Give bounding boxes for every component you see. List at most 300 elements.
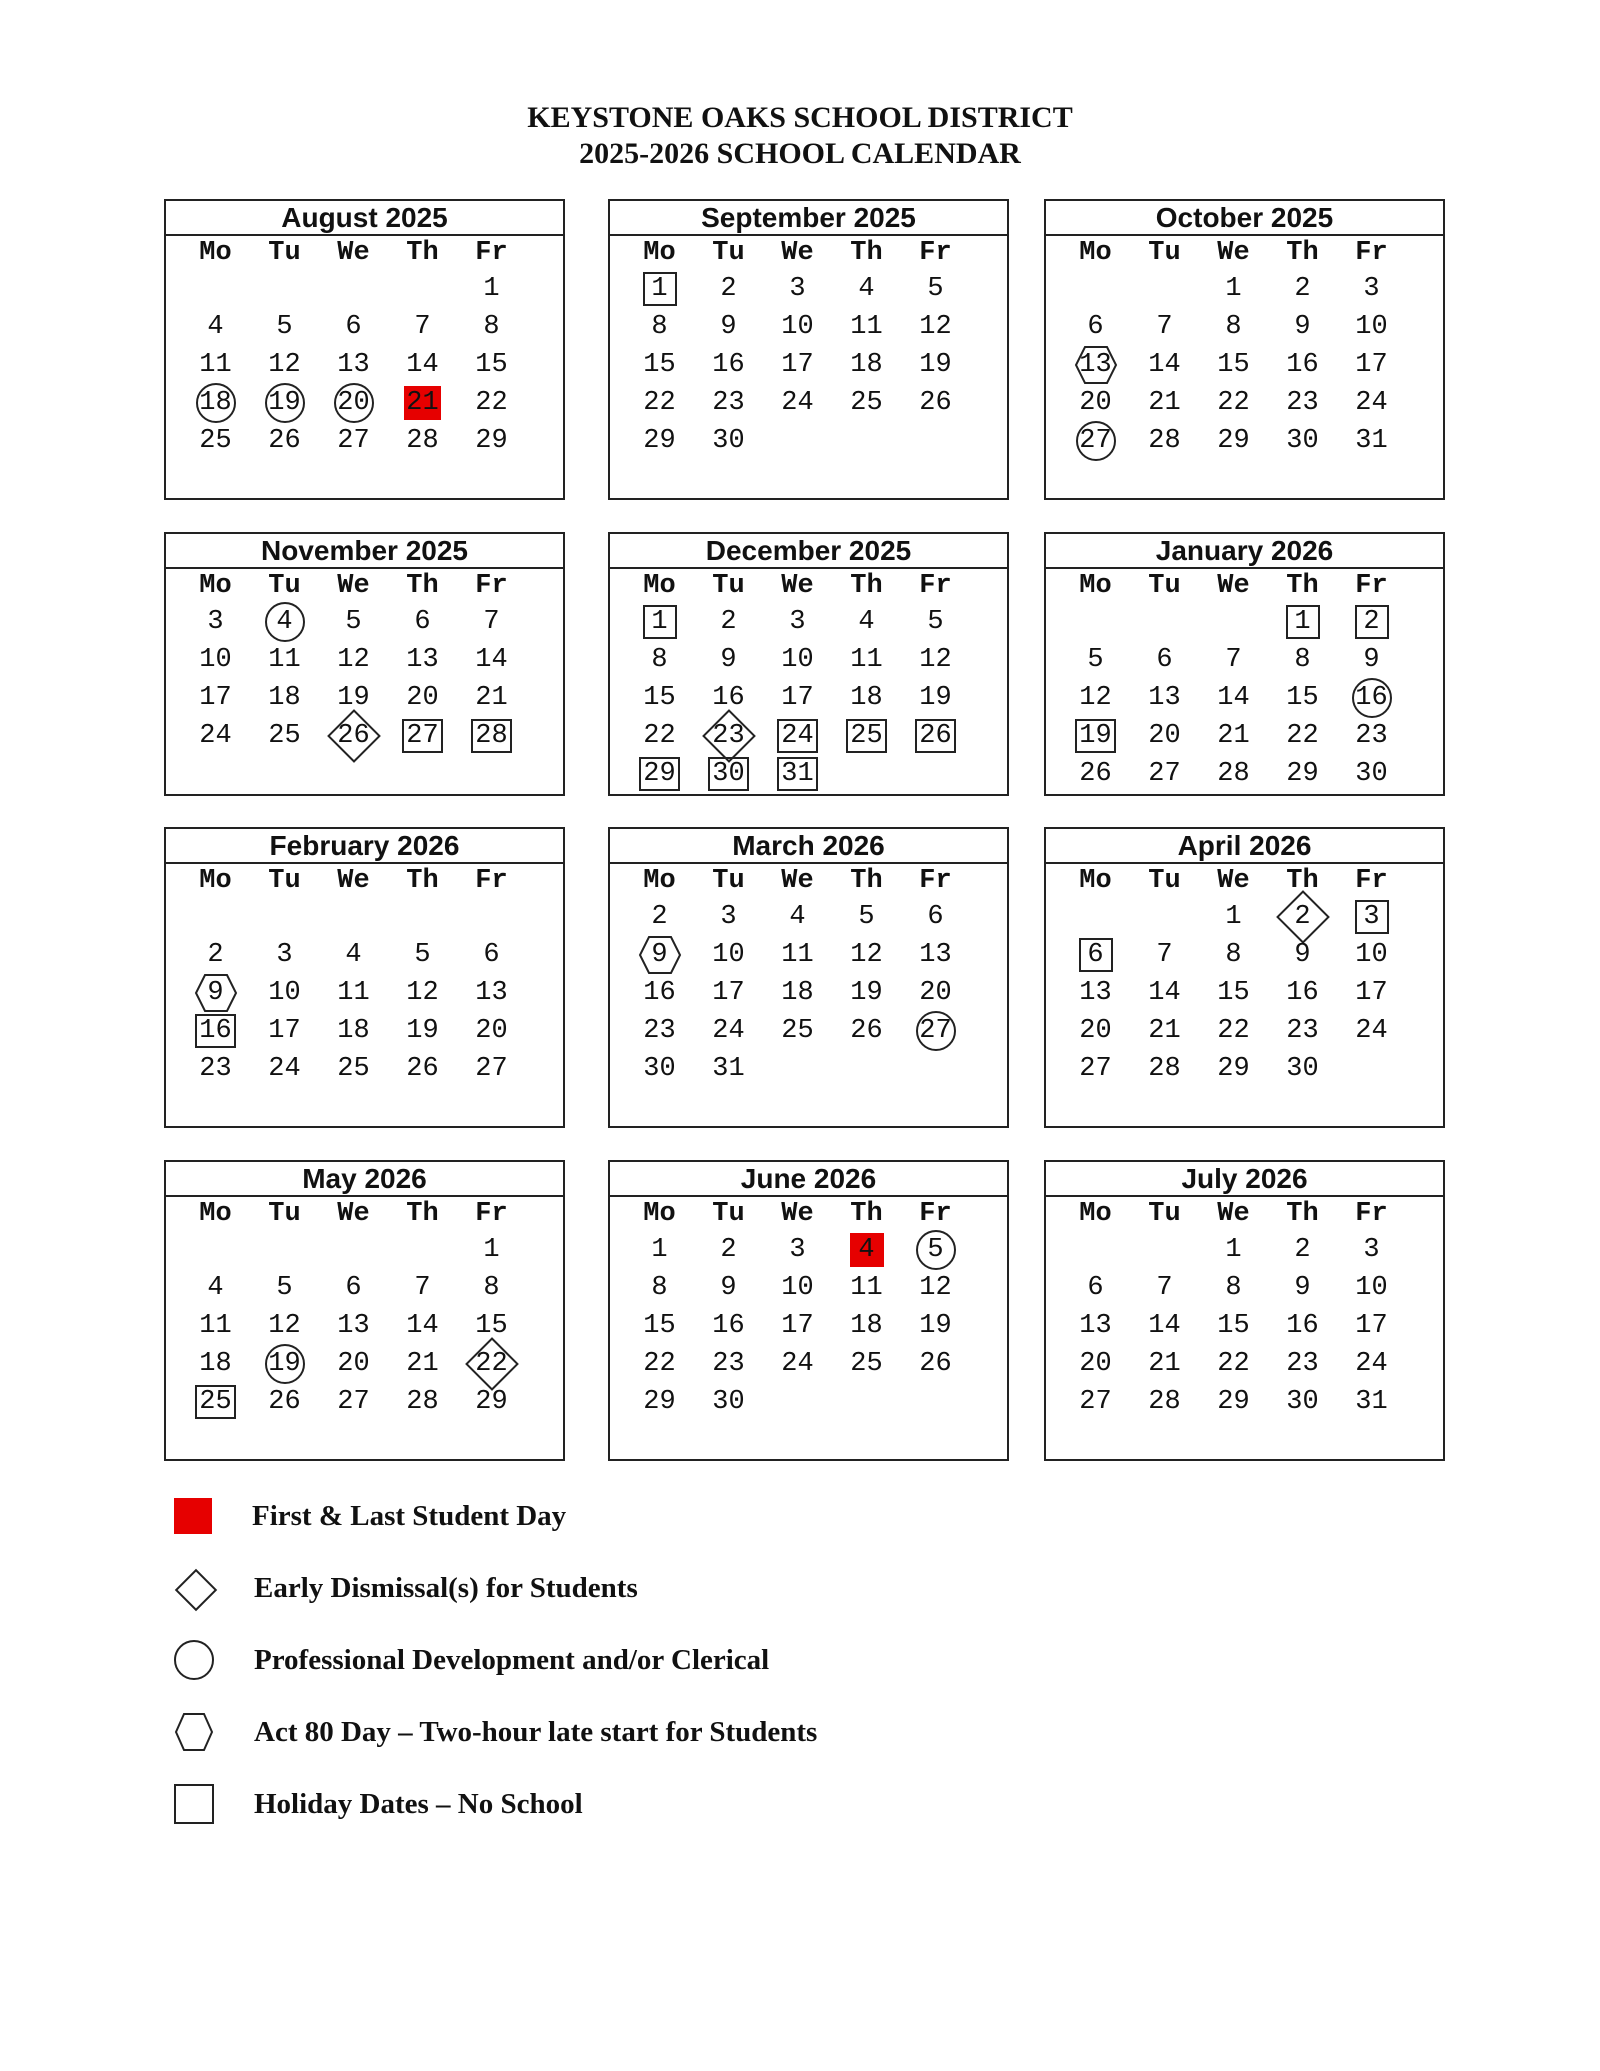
day-cell xyxy=(457,422,526,460)
day-number xyxy=(712,272,746,306)
day-act80 xyxy=(1074,345,1118,385)
weekday-header xyxy=(166,569,563,603)
day-label: 6 xyxy=(1156,645,1173,675)
month-title: June 2026 xyxy=(610,1162,1007,1197)
day-cell xyxy=(388,1345,457,1383)
day-number xyxy=(641,1309,677,1343)
day-label: 24 xyxy=(781,1349,814,1379)
day-cell xyxy=(250,422,319,460)
week-row xyxy=(166,1269,563,1307)
day-pd xyxy=(196,383,236,423)
day-number xyxy=(1353,386,1389,420)
day-cell xyxy=(1130,898,1199,936)
day-cell xyxy=(625,717,694,755)
week-row xyxy=(610,717,1007,755)
day-label: 12 xyxy=(1079,683,1112,713)
day-cell xyxy=(694,1383,763,1421)
day-cell xyxy=(250,1269,319,1307)
day-cell xyxy=(832,346,901,384)
day-number xyxy=(1146,1347,1182,1381)
day-cell xyxy=(181,898,250,936)
day-cell xyxy=(1337,641,1406,679)
day-label: 11 xyxy=(268,645,301,675)
week-row xyxy=(610,422,1007,460)
day-number xyxy=(335,1052,371,1086)
day-number xyxy=(337,938,371,972)
day-cell xyxy=(319,1345,388,1383)
day-cell xyxy=(181,641,250,679)
day-label: 24 xyxy=(268,1054,301,1084)
day-label: 11 xyxy=(850,1273,883,1303)
day-cell xyxy=(832,1050,901,1088)
day-number xyxy=(1077,1014,1113,1048)
day-cell xyxy=(1337,717,1406,755)
day-cell xyxy=(1061,1345,1130,1383)
day-cell xyxy=(1130,1383,1199,1421)
day-cell xyxy=(250,603,319,641)
day-label: 20 xyxy=(919,978,952,1008)
day-cell xyxy=(1061,1231,1130,1269)
day-number xyxy=(1284,1347,1320,1381)
day-label: 5 xyxy=(276,312,293,342)
weekday-label: Tu xyxy=(1148,238,1181,268)
week-row xyxy=(166,1050,563,1088)
weekday-label: Tu xyxy=(1148,571,1181,601)
day-cell xyxy=(1130,936,1199,974)
day-cell xyxy=(1268,1231,1337,1269)
day-number xyxy=(473,1052,509,1086)
day-number xyxy=(197,681,233,715)
day-number xyxy=(404,1014,440,1048)
weekday-label: We xyxy=(337,571,370,601)
day-number xyxy=(850,900,884,934)
day-cell xyxy=(832,270,901,308)
day-cell xyxy=(694,270,763,308)
day-cell xyxy=(763,679,832,717)
day-label: 17 xyxy=(781,350,814,380)
day-cell xyxy=(1130,1231,1199,1269)
day-number xyxy=(1146,719,1182,753)
day-label: 21 xyxy=(406,1349,439,1379)
day-label: 2 xyxy=(1294,902,1311,932)
weekday-label: Fr xyxy=(1355,1199,1388,1229)
day-number xyxy=(848,1271,884,1305)
day-number xyxy=(643,643,677,677)
day-number xyxy=(404,1347,440,1381)
day-cell xyxy=(832,422,901,460)
day-cell xyxy=(763,898,832,936)
day-number xyxy=(1146,1309,1182,1343)
day-number xyxy=(779,1309,815,1343)
day-number xyxy=(475,605,509,639)
day-number xyxy=(266,643,302,677)
day-label: 31 xyxy=(1355,1387,1388,1417)
day-cell xyxy=(694,1269,763,1307)
day-label: 16 xyxy=(1286,350,1319,380)
day-cell xyxy=(901,1012,970,1050)
day-label: 2 xyxy=(651,902,668,932)
day-label: 9 xyxy=(1363,645,1380,675)
day-label: 18 xyxy=(268,683,301,713)
day-cell xyxy=(694,898,763,936)
week-row xyxy=(610,755,1007,793)
day-cell xyxy=(388,679,457,717)
day-label: 19 xyxy=(919,350,952,380)
day-number xyxy=(710,1052,746,1086)
day-cell xyxy=(1061,270,1130,308)
day-cell xyxy=(457,1383,526,1421)
day-number xyxy=(1146,424,1182,458)
day-number xyxy=(1079,310,1113,344)
weekday-label: Th xyxy=(1286,571,1319,601)
day-holiday xyxy=(471,719,511,753)
day-label: 27 xyxy=(337,426,370,456)
day-label: 24 xyxy=(199,721,232,751)
week-row xyxy=(610,603,1007,641)
day-number xyxy=(1217,1271,1251,1305)
day-cell xyxy=(319,422,388,460)
week-row xyxy=(610,1307,1007,1345)
day-pd xyxy=(265,1344,305,1384)
day-cell xyxy=(625,384,694,422)
month-title: August 2025 xyxy=(166,201,563,236)
day-cell xyxy=(694,384,763,422)
day-label: 10 xyxy=(1355,1273,1388,1303)
day-label: 26 xyxy=(919,1349,952,1379)
day-number xyxy=(197,1347,233,1381)
month-title: March 2026 xyxy=(610,829,1007,864)
week-row xyxy=(1046,717,1443,755)
weekday-label: Mo xyxy=(199,1199,232,1229)
day-cell xyxy=(1061,641,1130,679)
day-cell xyxy=(1199,679,1268,717)
day-label: 22 xyxy=(643,1349,676,1379)
day-cell xyxy=(832,384,901,422)
day-number xyxy=(1077,1309,1113,1343)
weekday-label: Th xyxy=(406,238,439,268)
day-label: 22 xyxy=(1217,388,1250,418)
day-label: 18 xyxy=(199,1349,232,1379)
circle-icon xyxy=(174,1640,214,1680)
day-cell xyxy=(901,1050,970,1088)
day-cell xyxy=(694,308,763,346)
day-cell xyxy=(319,270,388,308)
day-number xyxy=(1284,1385,1320,1419)
day-number xyxy=(1217,272,1251,306)
day-label: 13 xyxy=(1079,978,1112,1008)
day-number xyxy=(404,976,440,1010)
day-label: 16 xyxy=(1355,683,1388,713)
day-number xyxy=(781,900,815,934)
day-label: 11 xyxy=(199,350,232,380)
day-label: 23 xyxy=(712,388,745,418)
day-number xyxy=(197,424,233,458)
day-number xyxy=(1146,681,1182,715)
day-cell xyxy=(250,641,319,679)
day-cell xyxy=(901,717,970,755)
day-holiday xyxy=(639,757,679,791)
day-label: 14 xyxy=(1217,683,1250,713)
day-cell xyxy=(1061,1307,1130,1345)
week-row xyxy=(166,898,563,936)
day-holiday xyxy=(915,719,955,753)
day-cell xyxy=(763,1050,832,1088)
day-cell xyxy=(901,308,970,346)
week-row xyxy=(610,1269,1007,1307)
day-cell xyxy=(1199,603,1268,641)
month-title: February 2026 xyxy=(166,829,563,864)
day-number xyxy=(1353,719,1389,753)
day-cell xyxy=(1061,717,1130,755)
day-number xyxy=(641,1347,677,1381)
day-cell xyxy=(1061,346,1130,384)
day-number xyxy=(1353,348,1389,382)
day-cell xyxy=(1130,1307,1199,1345)
day-label: 27 xyxy=(1079,1387,1112,1417)
day-label: 30 xyxy=(1355,759,1388,789)
weekday-label: We xyxy=(781,571,814,601)
day-cell xyxy=(457,308,526,346)
day-label: 12 xyxy=(268,350,301,380)
day-label: 3 xyxy=(789,1235,806,1265)
day-cell xyxy=(1268,936,1337,974)
day-number xyxy=(475,1233,509,1267)
week-row xyxy=(166,679,563,717)
day-holiday xyxy=(643,605,677,639)
day-label: 18 xyxy=(850,1311,883,1341)
day-label: 30 xyxy=(712,426,745,456)
day-label: 8 xyxy=(1294,645,1311,675)
day-holiday xyxy=(1355,900,1389,934)
day-cell xyxy=(250,308,319,346)
day-label: 27 xyxy=(919,1016,952,1046)
legend-item-holiday xyxy=(174,1768,817,1840)
weekday-label: Th xyxy=(850,866,883,896)
week-row xyxy=(1046,1383,1443,1421)
day-cell xyxy=(625,974,694,1012)
day-cell xyxy=(832,755,901,793)
day-number xyxy=(917,1271,953,1305)
day-cell xyxy=(457,603,526,641)
week-row xyxy=(1046,1345,1443,1383)
day-label: 21 xyxy=(475,683,508,713)
day-cell xyxy=(1337,1231,1406,1269)
day-number xyxy=(337,1271,371,1305)
day-number xyxy=(1146,757,1182,791)
day-number xyxy=(1077,681,1113,715)
day-label: 30 xyxy=(643,1054,676,1084)
day-number xyxy=(199,310,233,344)
day-label: 1 xyxy=(1225,1235,1242,1265)
day-number xyxy=(473,386,509,420)
day-holiday xyxy=(195,1014,235,1048)
day-cell xyxy=(1337,384,1406,422)
day-cell xyxy=(250,898,319,936)
day-pd xyxy=(265,383,305,423)
day-label: 17 xyxy=(712,978,745,1008)
week-row xyxy=(610,384,1007,422)
day-number xyxy=(848,348,884,382)
day-cell xyxy=(763,422,832,460)
day-cell xyxy=(901,755,970,793)
day-cell xyxy=(1337,1012,1406,1050)
day-label: 2 xyxy=(207,940,224,970)
day-cell xyxy=(1130,270,1199,308)
day-firstlast xyxy=(404,386,440,420)
day-number xyxy=(1284,424,1320,458)
day-cell xyxy=(832,1383,901,1421)
weekday-header xyxy=(1046,1197,1443,1231)
day-label: 6 xyxy=(483,940,500,970)
day-label: 12 xyxy=(268,1311,301,1341)
day-cell xyxy=(319,974,388,1012)
day-cell xyxy=(625,603,694,641)
day-cell xyxy=(1268,898,1337,936)
day-cell xyxy=(625,422,694,460)
day-cell xyxy=(625,1383,694,1421)
day-number xyxy=(1215,1347,1251,1381)
day-cell xyxy=(1199,974,1268,1012)
day-cell xyxy=(1130,679,1199,717)
day-number xyxy=(404,643,440,677)
day-cell xyxy=(319,717,388,755)
day-number xyxy=(1079,1271,1113,1305)
day-number xyxy=(850,605,884,639)
day-number xyxy=(781,1233,815,1267)
day-label: 15 xyxy=(1217,350,1250,380)
day-number xyxy=(1217,900,1251,934)
day-cell xyxy=(763,270,832,308)
day-cell xyxy=(319,936,388,974)
day-label: 28 xyxy=(1148,1054,1181,1084)
day-number xyxy=(848,310,884,344)
day-label: 4 xyxy=(858,1235,875,1265)
day-number xyxy=(1215,976,1251,1010)
day-label: 15 xyxy=(475,1311,508,1341)
day-cell xyxy=(388,936,457,974)
day-cell xyxy=(181,1307,250,1345)
weekday-label: Tu xyxy=(712,571,745,601)
day-label: 12 xyxy=(850,940,883,970)
day-number xyxy=(473,1014,509,1048)
day-number xyxy=(1353,1385,1389,1419)
day-cell xyxy=(457,717,526,755)
week-row xyxy=(610,1345,1007,1383)
day-cell xyxy=(181,270,250,308)
day-number xyxy=(710,938,746,972)
day-cell xyxy=(694,1012,763,1050)
day-label: 29 xyxy=(643,426,676,456)
day-number xyxy=(1148,643,1182,677)
day-early xyxy=(710,719,746,753)
weekday-label: Mo xyxy=(199,238,232,268)
day-cell xyxy=(250,384,319,422)
day-label: 17 xyxy=(1355,978,1388,1008)
day-number xyxy=(199,1271,233,1305)
weekday-label: Th xyxy=(1286,238,1319,268)
day-cell xyxy=(250,679,319,717)
day-label: 21 xyxy=(1148,1016,1181,1046)
day-label: 26 xyxy=(268,1387,301,1417)
day-label: 29 xyxy=(1217,426,1250,456)
day-label: 26 xyxy=(1079,759,1112,789)
day-label: 23 xyxy=(712,721,745,751)
day-cell xyxy=(319,1012,388,1050)
week-row xyxy=(1046,1307,1443,1345)
month-title: January 2026 xyxy=(1046,534,1443,569)
day-cell xyxy=(1199,1383,1268,1421)
day-cell xyxy=(319,603,388,641)
day-cell xyxy=(319,346,388,384)
day-number xyxy=(266,348,302,382)
day-cell xyxy=(763,603,832,641)
day-act80 xyxy=(194,973,238,1013)
day-number xyxy=(404,424,440,458)
weekday-header xyxy=(166,236,563,270)
day-cell xyxy=(625,679,694,717)
weekday-label: Tu xyxy=(712,1199,745,1229)
weekday-label: Fr xyxy=(475,571,508,601)
day-cell xyxy=(763,1231,832,1269)
day-number xyxy=(1077,976,1113,1010)
week-row xyxy=(1046,641,1443,679)
weekday-label: Tu xyxy=(712,866,745,896)
day-number xyxy=(848,681,884,715)
day-label: 28 xyxy=(475,721,508,751)
day-number xyxy=(197,643,233,677)
day-cell xyxy=(250,1231,319,1269)
day-number xyxy=(266,976,302,1010)
day-cell xyxy=(1061,755,1130,793)
day-number xyxy=(1148,1271,1182,1305)
day-pd xyxy=(916,1011,956,1051)
weekday-label: Th xyxy=(1286,1199,1319,1229)
day-label: 13 xyxy=(337,1311,370,1341)
day-label: 6 xyxy=(345,1273,362,1303)
day-cell xyxy=(1268,1307,1337,1345)
day-pd xyxy=(1076,421,1116,461)
day-number xyxy=(710,1347,746,1381)
day-cell xyxy=(832,641,901,679)
day-cell xyxy=(1199,308,1268,346)
day-number xyxy=(266,1052,302,1086)
day-number xyxy=(1355,643,1389,677)
day-cell xyxy=(1199,270,1268,308)
day-number xyxy=(1353,976,1389,1010)
day-cell xyxy=(388,898,457,936)
day-cell xyxy=(1268,346,1337,384)
weekday-label: Mo xyxy=(643,238,676,268)
day-number xyxy=(643,1233,677,1267)
day-label: 11 xyxy=(850,312,883,342)
day-label: 18 xyxy=(199,388,232,418)
day-cell xyxy=(901,974,970,1012)
day-cell xyxy=(457,641,526,679)
weekday-label: We xyxy=(1217,866,1250,896)
day-label: 27 xyxy=(1148,759,1181,789)
day-number xyxy=(197,1309,233,1343)
day-cell xyxy=(388,270,457,308)
day-cell xyxy=(1268,641,1337,679)
day-number xyxy=(1353,310,1389,344)
day-number xyxy=(779,681,815,715)
week-row xyxy=(1046,603,1443,641)
day-number xyxy=(1353,424,1389,458)
day-label: 28 xyxy=(1148,426,1181,456)
day-number xyxy=(1146,1052,1182,1086)
day-cell xyxy=(901,1345,970,1383)
day-cell xyxy=(1061,384,1130,422)
